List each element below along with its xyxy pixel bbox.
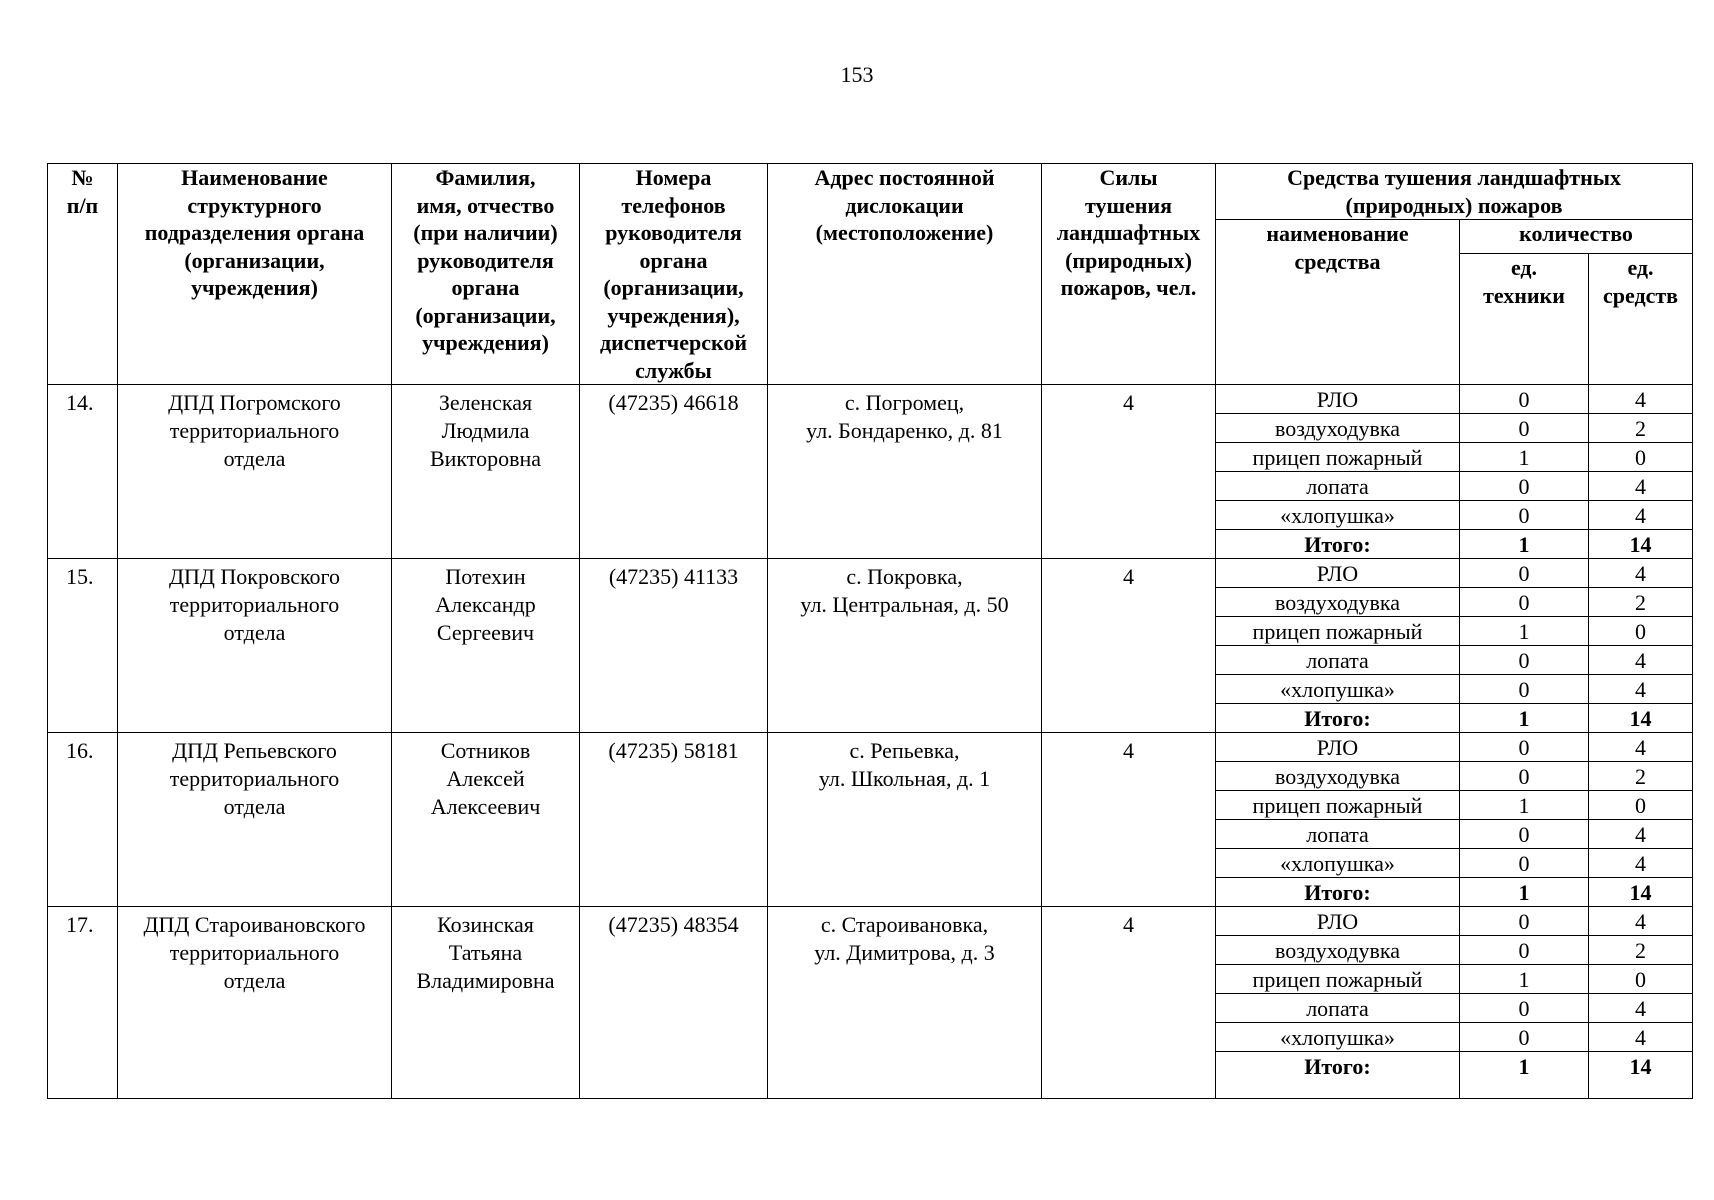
means-count: 4 (1589, 501, 1693, 530)
equipment-count: 0 (1460, 588, 1589, 617)
means-name: «хлопушка» (1216, 849, 1460, 878)
means-name: РЛО (1216, 733, 1460, 762)
cell-line: территориального (169, 766, 340, 791)
means-count: 0 (1589, 443, 1693, 472)
means-count: 2 (1589, 936, 1693, 965)
phone-number: (47235) 58181 (580, 733, 768, 907)
cell-line: территориального (169, 418, 340, 443)
equipment-count: 0 (1460, 994, 1589, 1023)
means-name: воздуходувка (1216, 762, 1460, 791)
table-header (48, 164, 1693, 385)
cell-line: отдела (223, 794, 286, 819)
cell-line: Александр (435, 592, 536, 617)
means-name: лопата (1216, 820, 1460, 849)
equipment-count: 0 (1460, 820, 1589, 849)
means-name: лопата (1216, 646, 1460, 675)
means-name: прицеп пожарный (1216, 617, 1460, 646)
cell-line: Зеленская (438, 390, 533, 415)
header-address: Адрес постоянной дислокации (местоположение) (768, 164, 1042, 385)
table-row (48, 559, 1693, 588)
header-forces: Силы тушения ландшафтных (природных) пожаров, чел. (1042, 164, 1216, 385)
address (768, 385, 1042, 559)
means-count: 2 (1589, 414, 1693, 443)
header-num: № п/п (48, 164, 118, 385)
equipment-count: 0 (1460, 559, 1589, 588)
fire-means-table (47, 163, 1693, 1099)
equipment-count: 0 (1460, 675, 1589, 704)
cell-line: Алексей (446, 766, 525, 791)
means-count: 4 (1589, 646, 1693, 675)
means-count: 4 (1589, 559, 1693, 588)
means-name: прицеп пожарный (1216, 791, 1460, 820)
row-number: 17. (48, 907, 118, 1099)
cell-line: Потехин (445, 564, 526, 589)
cell-line: Сергеевич (436, 620, 535, 645)
cell-line: с. Репьевка, (849, 738, 960, 763)
forces-count: 4 (1042, 733, 1216, 907)
table-row (48, 385, 1693, 414)
header-phones: Номера телефонов руководителя органа (организации, учреждения), диспетчерской службы (580, 164, 768, 385)
unit-name (118, 559, 392, 733)
header-means-group: Средства тушения ландшафтных (природных) пожаров (1216, 164, 1693, 220)
cell-line: ДПД Погромского (168, 390, 341, 415)
means-count: 4 (1589, 472, 1693, 501)
means-count: 4 (1589, 675, 1693, 704)
means-name: прицеп пожарный (1216, 965, 1460, 994)
means-total-label: Итого: (1216, 704, 1460, 733)
means-name: воздуходувка (1216, 414, 1460, 443)
unit-name (118, 907, 392, 1099)
means-name: РЛО (1216, 385, 1460, 414)
equipment-count: 0 (1460, 936, 1589, 965)
means-count: 14 (1589, 530, 1693, 559)
equipment-count: 1 (1460, 1052, 1589, 1099)
cell-line: Владимировна (416, 968, 555, 993)
means-name: «хлопушка» (1216, 1023, 1460, 1052)
cell-line: территориального (169, 592, 340, 617)
unit-name (118, 385, 392, 559)
row-number: 16. (48, 733, 118, 907)
unit-name (118, 733, 392, 907)
means-count: 0 (1589, 617, 1693, 646)
means-name: воздуходувка (1216, 936, 1460, 965)
forces-count: 4 (1042, 559, 1216, 733)
means-name: «хлопушка» (1216, 675, 1460, 704)
equipment-count: 0 (1460, 733, 1589, 762)
equipment-count: 0 (1460, 762, 1589, 791)
equipment-count: 1 (1460, 965, 1589, 994)
cell-line: территориального (169, 940, 340, 965)
cell-line: ДПД Покровского (168, 564, 341, 589)
means-name: лопата (1216, 994, 1460, 1023)
cell-line: ДПД Староивановского (143, 912, 366, 937)
means-name: воздуходувка (1216, 588, 1460, 617)
means-total-label: Итого: (1216, 878, 1460, 907)
header-quantity: количество (1460, 220, 1693, 254)
equipment-count: 0 (1460, 907, 1589, 936)
means-total-label: Итого: (1216, 1052, 1460, 1099)
cell-line: Татьяна (448, 940, 523, 965)
head-name (392, 559, 580, 733)
means-name: лопата (1216, 472, 1460, 501)
equipment-count: 1 (1460, 443, 1589, 472)
equipment-count: 1 (1460, 617, 1589, 646)
phone-number: (47235) 48354 (580, 907, 768, 1099)
means-count: 4 (1589, 385, 1693, 414)
cell-line: Козинская (437, 912, 534, 937)
cell-line: отдела (223, 968, 286, 993)
header-means-name: наименование средства (1216, 220, 1460, 385)
address (768, 559, 1042, 733)
equipment-count: 1 (1460, 791, 1589, 820)
equipment-count: 0 (1460, 1023, 1589, 1052)
header-units-equipment: ед. техники (1460, 254, 1589, 385)
cell-line: отдела (223, 620, 286, 645)
means-count: 0 (1589, 965, 1693, 994)
equipment-count: 1 (1460, 530, 1589, 559)
cell-line: отдела (223, 446, 286, 471)
cell-line: ДПД Репьевского (172, 738, 337, 763)
forces-count: 4 (1042, 907, 1216, 1099)
head-name (392, 733, 580, 907)
row-number: 14. (48, 385, 118, 559)
means-count: 14 (1589, 1052, 1693, 1099)
cell-line: с. Погромец, (844, 390, 965, 415)
cell-line: ул. Бондаренко, д. 81 (806, 418, 1003, 443)
head-name (392, 385, 580, 559)
address (768, 733, 1042, 907)
table-body (48, 385, 1693, 1099)
phone-number: (47235) 46618 (580, 385, 768, 559)
forces-count: 4 (1042, 385, 1216, 559)
means-count: 4 (1589, 994, 1693, 1023)
head-name (392, 907, 580, 1099)
table-row (48, 733, 1693, 762)
means-count: 2 (1589, 762, 1693, 791)
means-count: 2 (1589, 588, 1693, 617)
means-count: 4 (1589, 1023, 1693, 1052)
means-count: 14 (1589, 704, 1693, 733)
means-name: РЛО (1216, 559, 1460, 588)
means-count: 4 (1589, 849, 1693, 878)
header-head-name: Фамилия, имя, отчество (при наличии) руководителя органа (организации, учреждения) (392, 164, 580, 385)
cell-line: Людмила (441, 418, 530, 443)
equipment-count: 0 (1460, 646, 1589, 675)
header-unit: Наименование структурного подразделения органа (организации, учреждения) (118, 164, 392, 385)
address (768, 907, 1042, 1099)
means-count: 0 (1589, 791, 1693, 820)
equipment-count: 1 (1460, 878, 1589, 907)
means-total-label: Итого: (1216, 530, 1460, 559)
means-name: прицеп пожарный (1216, 443, 1460, 472)
equipment-count: 0 (1460, 414, 1589, 443)
row-number: 15. (48, 559, 118, 733)
table-row (48, 907, 1693, 936)
means-count: 14 (1589, 878, 1693, 907)
cell-line: Викторовна (429, 446, 542, 471)
page-number: 153 (840, 62, 874, 87)
equipment-count: 0 (1460, 385, 1589, 414)
cell-line: ул. Димитрова, д. 3 (814, 940, 995, 965)
cell-line: с. Староивановка, (820, 912, 989, 937)
means-count: 4 (1589, 820, 1693, 849)
equipment-count: 1 (1460, 704, 1589, 733)
equipment-count: 0 (1460, 501, 1589, 530)
phone-number: (47235) 41133 (580, 559, 768, 733)
means-count: 4 (1589, 733, 1693, 762)
means-name: РЛО (1216, 907, 1460, 936)
equipment-count: 0 (1460, 849, 1589, 878)
equipment-count: 0 (1460, 472, 1589, 501)
cell-line: с. Покровка, (846, 564, 963, 589)
means-count: 4 (1589, 907, 1693, 936)
cell-line: ул. Центральная, д. 50 (800, 592, 1009, 617)
means-name: «хлопушка» (1216, 501, 1460, 530)
cell-line: ул. Школьная, д. 1 (818, 766, 991, 791)
header-units-means: ед. средств (1589, 254, 1693, 385)
cell-line: Алексеевич (430, 794, 541, 819)
cell-line: Сотников (440, 738, 531, 763)
